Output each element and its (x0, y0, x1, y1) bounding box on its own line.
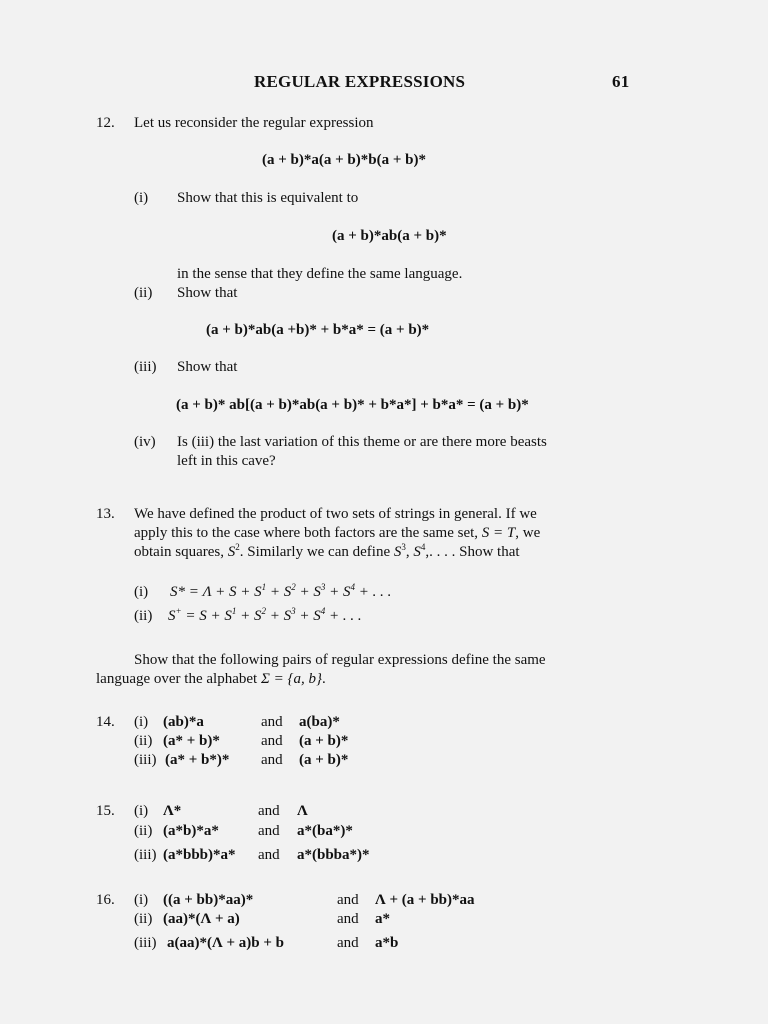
problem-text: Let us reconsider the regular expression (134, 115, 374, 131)
part-text: in the sense that they define the same language. (177, 266, 463, 282)
problem-text: obtain squares, $S^2$. Similarly we can define $S^3$, $S^4$,. . . . Show that (134, 542, 520, 560)
regex-right: (a + b)* (299, 733, 349, 749)
part-label: (ii) (134, 285, 153, 301)
regex-left: Λ* (163, 803, 182, 819)
part-text: left in this cave? (177, 453, 276, 469)
part-label: (ii) (134, 911, 153, 927)
part-label: (iii) (134, 935, 157, 951)
problem-text: apply this to the case where both factors are the same set, S = T, we (134, 525, 541, 541)
part-label: (iii) (134, 359, 157, 375)
and-word: and (258, 823, 280, 839)
regex-right: (a + b)* (299, 752, 349, 768)
and-word: and (337, 892, 359, 908)
regex-left: a(aa)*(Λ + a)b + b (167, 935, 285, 951)
and-word: and (258, 803, 280, 819)
part-text: Is (iii) the last variation of this theme or are there more beasts (177, 434, 547, 450)
part-label: (ii) (134, 608, 153, 624)
regex-right: Λ + (a + bb)*aa (375, 892, 475, 908)
running-header-title: REGULAR EXPRESSIONS (254, 72, 466, 91)
equation: $S^+ = S + S^1 + S^2 + S^3 + S^4$ + . . . (168, 606, 362, 624)
regular-expression: (a + b)*a(a + b)*b(a + b)* (262, 152, 426, 168)
regex-right: Λ (297, 803, 308, 819)
regex-left: (a*b)*a* (163, 823, 219, 839)
regex-left: (ab)*a (163, 714, 204, 730)
problem-number: 15. (96, 803, 115, 819)
part-label: (i) (134, 190, 149, 206)
part-label: (ii) (134, 733, 153, 749)
regex-left: (a*bbb)*a* (163, 847, 236, 863)
part-label: (i) (134, 714, 149, 730)
and-word: and (261, 733, 283, 749)
page-number: 61 (612, 72, 630, 91)
regex-left: (aa)*(Λ + a) (163, 911, 240, 927)
regular-expression: (a + b)*ab(a + b)* (332, 228, 447, 244)
and-word: and (337, 935, 359, 951)
regex-right: a(ba)* (299, 714, 340, 730)
equation: $S* = \Lambda + S + S^1 + S^2 + S^3 + S^4$ + . . . (170, 582, 392, 600)
regex-left: (a* + b)* (163, 733, 220, 749)
and-word: and (258, 847, 280, 863)
and-word: and (337, 911, 359, 927)
part-label: (iii) (134, 752, 157, 768)
part-text: Show that (177, 359, 238, 375)
and-word: and (261, 752, 283, 768)
part-label: (iv) (134, 434, 156, 450)
problem-number: 14. (96, 714, 115, 730)
regex-right: a*b (375, 935, 399, 951)
regex-left: (a* + b*)* (165, 752, 230, 768)
part-label: (i) (134, 892, 149, 908)
part-label: (ii) (134, 823, 153, 839)
equation: (a + b)* ab[(a + b)*ab(a + b)* + b*a*] + b*a* = (a + b)* (176, 397, 529, 413)
part-label: (i) (134, 584, 149, 600)
paragraph-text: language over the alphabet Σ = {a, b}. (96, 671, 326, 687)
part-text: Show that this is equivalent to (177, 190, 359, 206)
problem-number: 12. (96, 115, 115, 131)
part-text: Show that (177, 285, 238, 301)
part-label: (iii) (134, 847, 157, 863)
paragraph-text: Show that the following pairs of regular expressions define the same (134, 652, 546, 668)
equation: (a + b)*ab(a +b)* + b*a* = (a + b)* (206, 322, 430, 338)
problem-number: 16. (96, 892, 115, 908)
and-word: and (261, 714, 283, 730)
part-label: (i) (134, 803, 149, 819)
problem-number: 13. (96, 506, 115, 522)
problem-text: We have defined the product of two sets of strings in general. If we (134, 506, 537, 522)
regex-right: a*(bbba*)* (297, 847, 370, 863)
regex-left: ((a + bb)*aa)* (163, 892, 254, 908)
regex-right: a*(ba*)* (297, 823, 353, 839)
regex-right: a* (375, 911, 390, 927)
